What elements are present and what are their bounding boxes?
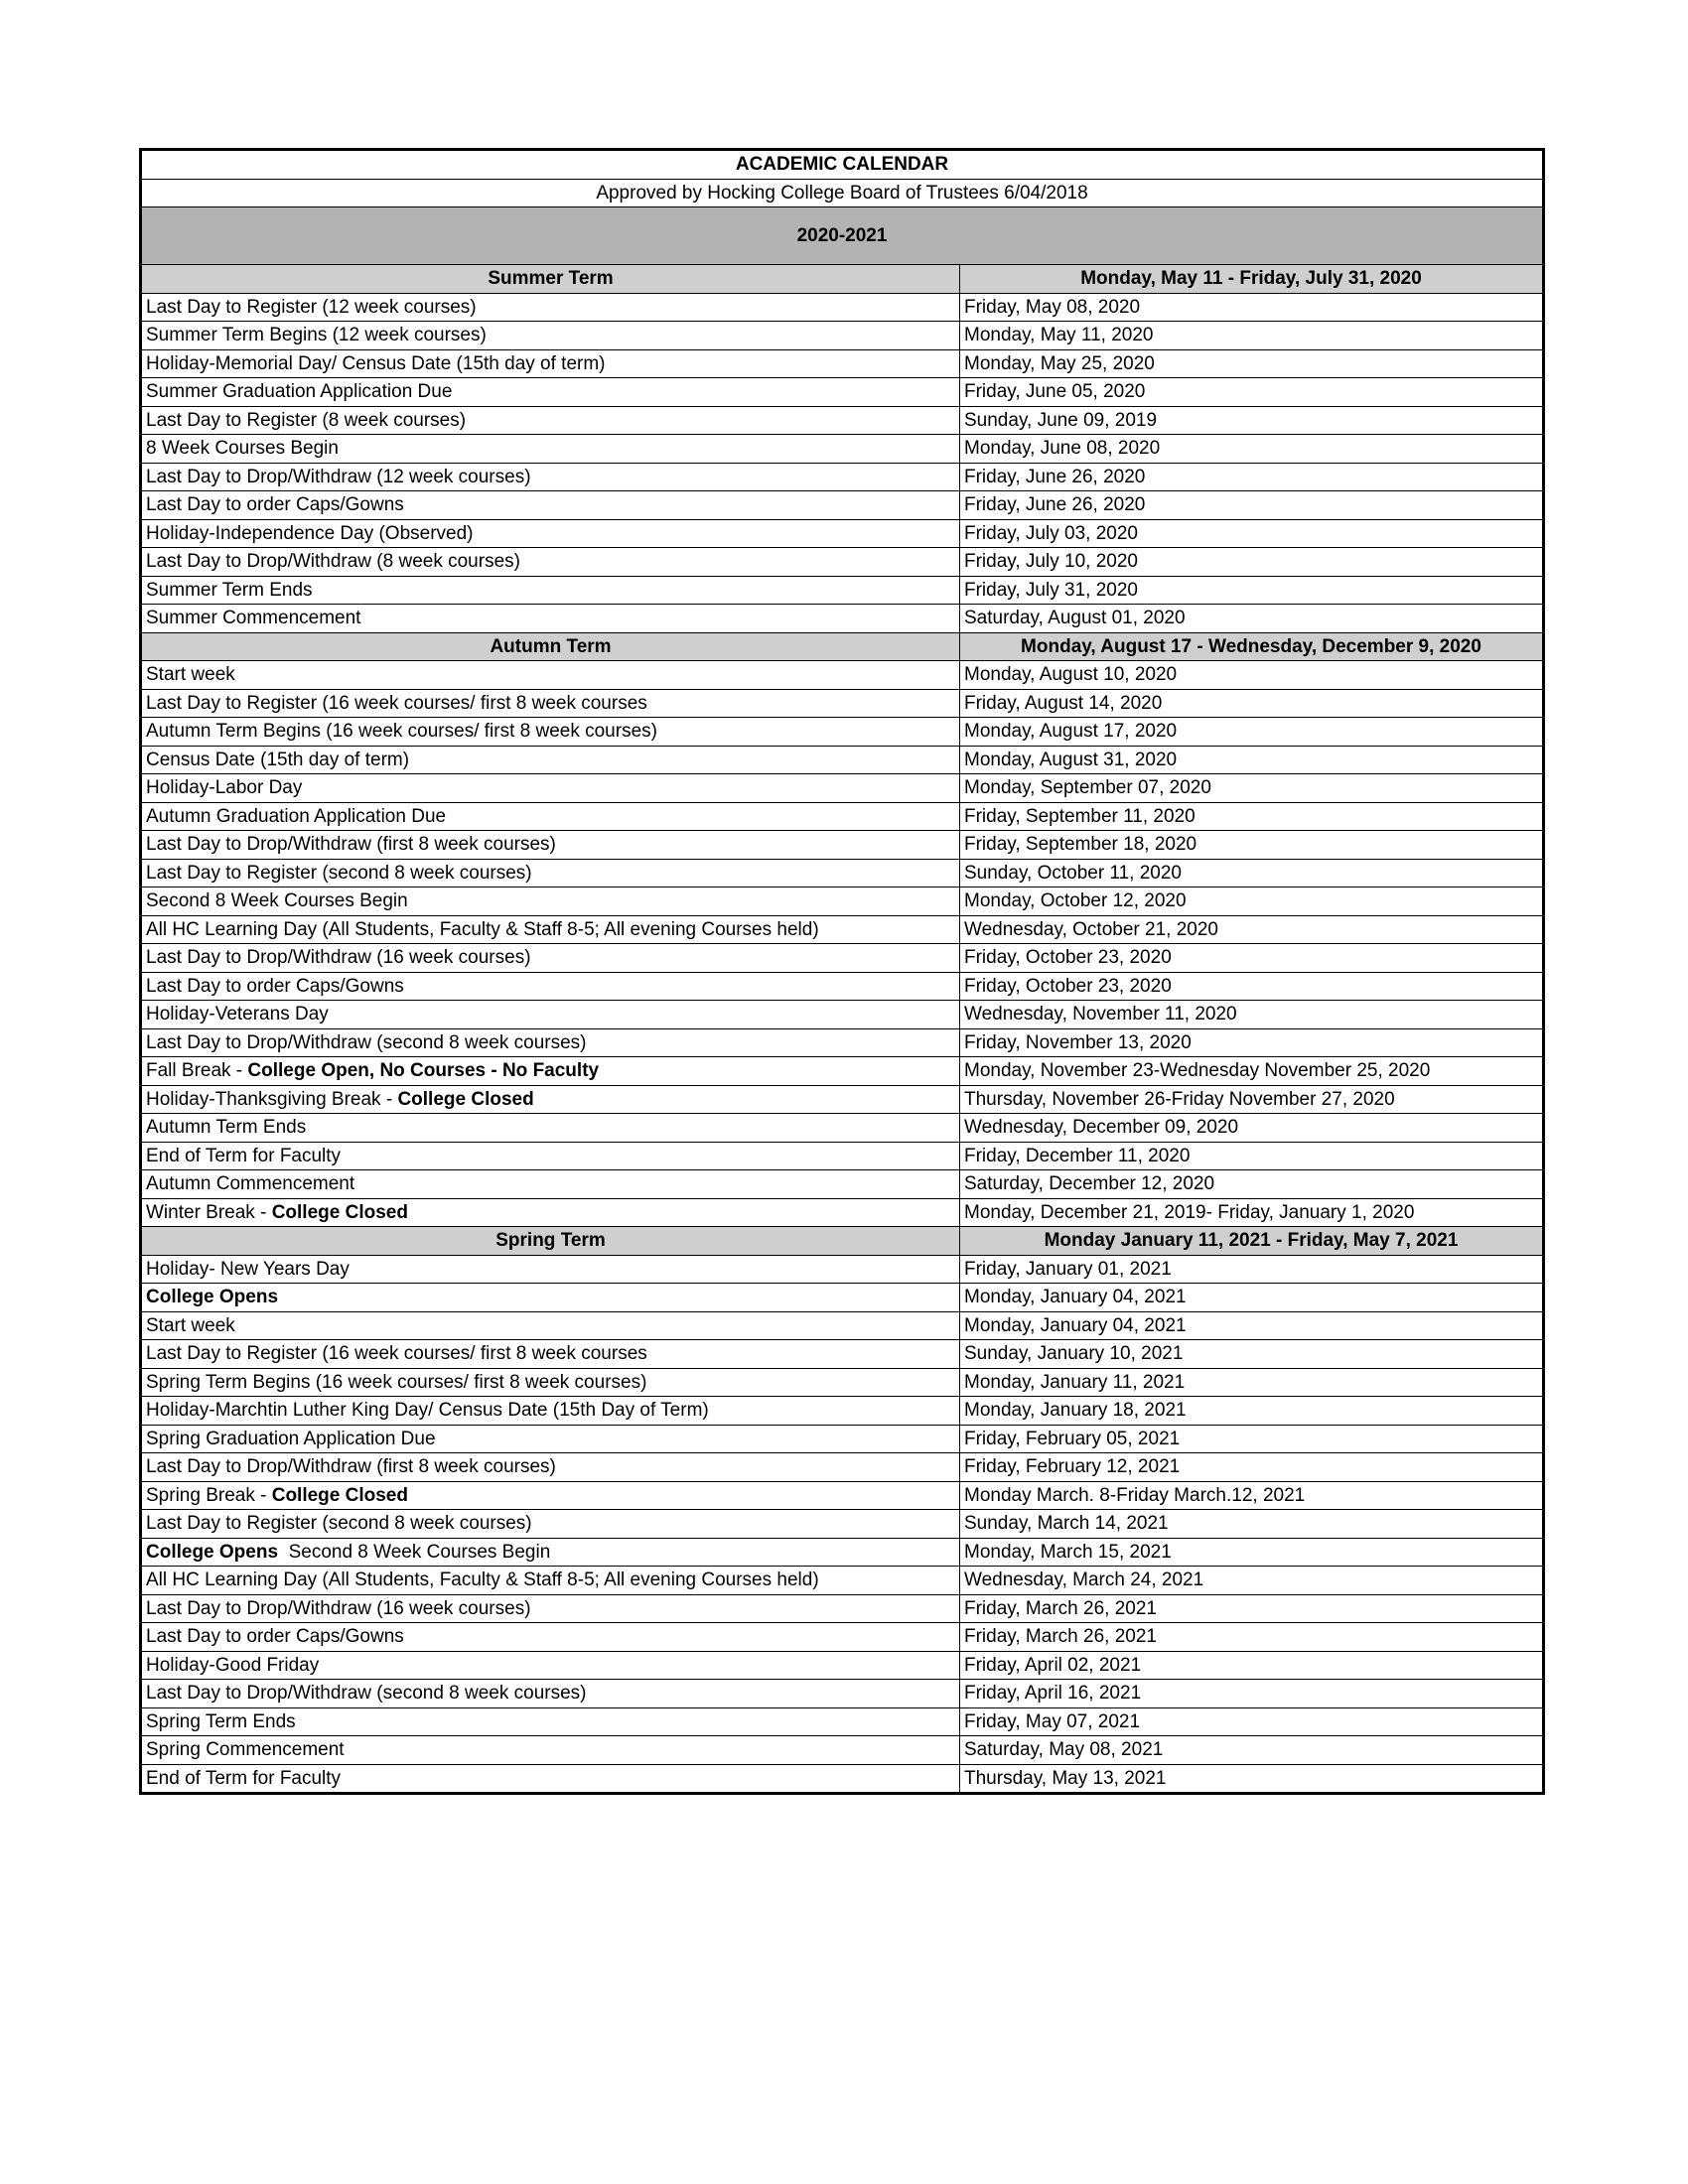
event-text: Spring Commencement [146, 1739, 345, 1760]
event-cell [141, 378, 960, 407]
event-date: Friday, July 31, 2020 [960, 576, 1544, 605]
calendar-row [141, 322, 1544, 350]
calendar-body [141, 150, 1544, 1794]
event-date: Friday, May 07, 2021 [960, 1707, 1544, 1736]
event-cell [141, 605, 960, 633]
calendar-row [141, 887, 1544, 916]
calendar-row [141, 519, 1544, 548]
event-date: Friday, July 10, 2020 [960, 548, 1544, 577]
event-emphasis: College Closed [397, 1088, 534, 1110]
calendar-row [141, 1340, 1544, 1369]
event-text: Last Day to Drop/Withdraw (first 8 week courses) [146, 1456, 556, 1477]
event-cell [141, 1623, 960, 1652]
event-text: Autumn Term Begins (16 week courses/ first 8 week courses) [146, 721, 657, 742]
event-date: Friday, February 05, 2021 [960, 1425, 1544, 1453]
term-header-row [141, 1227, 1544, 1256]
event-cell [141, 718, 960, 747]
event-text: Census Date (15th day of term) [146, 749, 410, 770]
calendar-row [141, 1198, 1544, 1227]
calendar-row [141, 661, 1544, 690]
event-cell [141, 406, 960, 435]
event-cell [141, 802, 960, 831]
event-text: Fall Break - [146, 1060, 248, 1081]
event-cell [141, 1453, 960, 1482]
event-date: Friday, February 12, 2021 [960, 1453, 1544, 1482]
calendar-row [141, 1085, 1544, 1114]
calendar-row [141, 1736, 1544, 1765]
event-text: Summer Term Begins (12 week courses) [146, 325, 487, 345]
event-cell [141, 661, 960, 690]
event-text: Holiday-Labor Day [146, 777, 303, 798]
event-cell [141, 887, 960, 916]
calendar-row [141, 576, 1544, 605]
event-cell [141, 1311, 960, 1340]
event-date: Friday, October 23, 2020 [960, 944, 1544, 973]
event-date: Sunday, January 10, 2021 [960, 1340, 1544, 1369]
event-date: Friday, April 16, 2021 [960, 1680, 1544, 1708]
calendar-row [141, 1651, 1544, 1680]
event-date: Monday, January 11, 2021 [960, 1368, 1544, 1397]
event-cell [141, 1198, 960, 1227]
event-text: Last Day to Drop/Withdraw (12 week courses) [146, 466, 531, 487]
calendar-row [141, 831, 1544, 860]
term-name: Summer Term [141, 265, 960, 294]
event-text: Second 8 Week Courses Begin [278, 1541, 551, 1563]
event-cell [141, 349, 960, 378]
academic-year-row [141, 207, 1544, 265]
calendar-row [141, 605, 1544, 633]
event-cell [141, 746, 960, 774]
event-date: Sunday, March 14, 2021 [960, 1510, 1544, 1539]
calendar-title: ACADEMIC CALENDAR [141, 150, 1544, 180]
event-text: 8 Week Courses Begin [146, 438, 339, 459]
calendar-row [141, 1510, 1544, 1539]
calendar-row [141, 1142, 1544, 1170]
title-row [141, 150, 1544, 180]
event-date: Friday, September 18, 2020 [960, 831, 1544, 860]
term-date-range: Monday January 11, 2021 - Friday, May 7, 2021 [960, 1227, 1544, 1256]
event-date: Friday, June 05, 2020 [960, 378, 1544, 407]
event-date: Saturday, August 01, 2020 [960, 605, 1544, 633]
approval-row [141, 179, 1544, 207]
event-date: Wednesday, December 09, 2020 [960, 1114, 1544, 1143]
calendar-row [141, 1481, 1544, 1510]
event-cell [141, 1764, 960, 1794]
calendar-row [141, 1567, 1544, 1595]
calendar-row [141, 1764, 1544, 1794]
event-text: Last Day to order Caps/Gowns [146, 975, 404, 997]
event-text: Start week [146, 664, 235, 685]
event-text: Second 8 Week Courses Begin [146, 890, 408, 911]
event-text: Spring Graduation Application Due [146, 1428, 436, 1449]
term-header-row [141, 265, 1544, 294]
event-cell [141, 548, 960, 577]
event-date: Friday, December 11, 2020 [960, 1142, 1544, 1170]
event-text: All HC Learning Day (All Students, Faculty & Staff 8-5; All evening Courses held) [146, 918, 819, 940]
event-cell [141, 1397, 960, 1426]
event-text: Last Day to Drop/Withdraw (second 8 week courses) [146, 1683, 587, 1704]
event-emphasis: College Opens [146, 1541, 279, 1563]
calendar-row [141, 915, 1544, 944]
calendar-row [141, 859, 1544, 887]
term-date-range: Monday, May 11 - Friday, July 31, 2020 [960, 265, 1544, 294]
event-date: Monday, August 17, 2020 [960, 718, 1544, 747]
event-cell [141, 435, 960, 464]
event-date: Sunday, June 09, 2019 [960, 406, 1544, 435]
event-date: Monday, October 12, 2020 [960, 887, 1544, 916]
event-text: Holiday-Memorial Day/ Census Date (15th day of term) [146, 352, 606, 374]
event-text: Autumn Graduation Application Due [146, 805, 447, 827]
event-text: Spring Term Ends [146, 1710, 296, 1732]
calendar-row [141, 1425, 1544, 1453]
event-cell [141, 689, 960, 718]
event-text: Last Day to Drop/Withdraw (16 week courses) [146, 1597, 531, 1619]
event-cell [141, 293, 960, 322]
event-date: Thursday, May 13, 2021 [960, 1764, 1544, 1794]
event-date: Friday, November 13, 2020 [960, 1028, 1544, 1057]
event-text: Last Day to Drop/Withdraw (16 week courses) [146, 947, 531, 968]
event-text: Summer Graduation Application Due [146, 381, 453, 402]
event-date: Monday, January 04, 2021 [960, 1284, 1544, 1312]
academic-calendar-table [139, 148, 1545, 1795]
event-cell [141, 1736, 960, 1765]
calendar-row [141, 1594, 1544, 1623]
event-cell [141, 1567, 960, 1595]
event-text: Last Day to Register (12 week courses) [146, 296, 477, 318]
event-cell [141, 859, 960, 887]
event-cell [141, 491, 960, 520]
calendar-row [141, 435, 1544, 464]
event-cell [141, 1538, 960, 1567]
event-cell [141, 1594, 960, 1623]
calendar-row [141, 463, 1544, 491]
calendar-row [141, 378, 1544, 407]
calendar-row [141, 1707, 1544, 1736]
event-text: Last Day to order Caps/Gowns [146, 494, 404, 515]
event-cell [141, 1057, 960, 1086]
calendar-row [141, 1680, 1544, 1708]
event-text: Last Day to Register (16 week courses/ first 8 week courses [146, 692, 647, 714]
calendar-row [141, 1114, 1544, 1143]
event-text: Summer Commencement [146, 608, 361, 628]
calendar-row [141, 1397, 1544, 1426]
calendar-row [141, 293, 1544, 322]
event-text: Holiday-Thanksgiving Break - [146, 1088, 398, 1110]
event-date: Monday March. 8-Friday March.12, 2021 [960, 1481, 1544, 1510]
event-cell [141, 1680, 960, 1708]
event-cell [141, 576, 960, 605]
calendar-row [141, 972, 1544, 1001]
event-cell [141, 1142, 960, 1170]
event-cell [141, 1340, 960, 1369]
event-date: Monday, September 07, 2020 [960, 774, 1544, 803]
event-date: Monday, January 18, 2021 [960, 1397, 1544, 1426]
calendar-row [141, 548, 1544, 577]
event-date: Friday, January 01, 2021 [960, 1255, 1544, 1284]
event-date: Wednesday, November 11, 2020 [960, 1001, 1544, 1029]
event-text: Holiday-Veterans Day [146, 1004, 329, 1024]
event-text: Start week [146, 1314, 235, 1336]
calendar-row [141, 349, 1544, 378]
event-emphasis: College Closed [271, 1484, 408, 1506]
event-date: Friday, September 11, 2020 [960, 802, 1544, 831]
calendar-row [141, 718, 1544, 747]
event-cell [141, 1255, 960, 1284]
event-cell [141, 915, 960, 944]
event-cell [141, 944, 960, 973]
event-cell [141, 1707, 960, 1736]
event-cell [141, 774, 960, 803]
event-date: Friday, April 02, 2021 [960, 1651, 1544, 1680]
event-emphasis: College Closed [271, 1201, 408, 1223]
event-text: Holiday-Independence Day (Observed) [146, 522, 474, 544]
calendar-row [141, 802, 1544, 831]
event-text: Last Day to order Caps/Gowns [146, 1626, 404, 1647]
calendar-row [141, 1028, 1544, 1057]
event-cell [141, 831, 960, 860]
calendar-row [141, 1057, 1544, 1086]
event-text: Summer Term Ends [146, 579, 313, 601]
event-date: Friday, July 03, 2020 [960, 519, 1544, 548]
event-date: Monday, November 23-Wednesday November 25, 2020 [960, 1057, 1544, 1086]
event-text: Autumn Commencement [146, 1173, 355, 1194]
event-date: Wednesday, March 24, 2021 [960, 1567, 1544, 1595]
event-cell [141, 1028, 960, 1057]
event-text: Spring Term Begins (16 week courses/ first 8 week courses) [146, 1371, 647, 1393]
term-header-row [141, 632, 1544, 661]
event-cell [141, 463, 960, 491]
event-text: Last Day to Register (16 week courses/ first 8 week courses [146, 1343, 647, 1364]
calendar-row [141, 1255, 1544, 1284]
calendar-row [141, 1453, 1544, 1482]
event-cell [141, 519, 960, 548]
event-text: End of Term for Faculty [146, 1767, 342, 1789]
event-date: Monday, January 04, 2021 [960, 1311, 1544, 1340]
event-text: Last Day to Register (second 8 week courses) [146, 862, 532, 884]
event-date: Friday, October 23, 2020 [960, 972, 1544, 1001]
event-cell [141, 972, 960, 1001]
approval-note: Approved by Hocking College Board of Trustees 6/04/2018 [141, 179, 1544, 207]
calendar-row [141, 1311, 1544, 1340]
event-date: Friday, March 26, 2021 [960, 1594, 1544, 1623]
event-text: Last Day to Register (8 week courses) [146, 409, 467, 431]
event-date: Friday, June 26, 2020 [960, 463, 1544, 491]
event-date: Friday, May 08, 2020 [960, 293, 1544, 322]
calendar-row [141, 689, 1544, 718]
event-text: Spring Break - [146, 1484, 272, 1506]
event-cell [141, 322, 960, 350]
event-cell [141, 1368, 960, 1397]
event-text: Holiday-Good Friday [146, 1654, 320, 1676]
event-cell [141, 1114, 960, 1143]
event-text: Last Day to Drop/Withdraw (first 8 week courses) [146, 834, 556, 855]
event-text: Winter Break - [146, 1201, 272, 1223]
term-name: Spring Term [141, 1227, 960, 1256]
event-cell [141, 1481, 960, 1510]
term-name: Autumn Term [141, 632, 960, 661]
event-date: Thursday, November 26-Friday November 27, 2020 [960, 1085, 1544, 1114]
event-date: Monday, March 15, 2021 [960, 1538, 1544, 1567]
calendar-row [141, 746, 1544, 774]
event-text: Holiday-Marchtin Luther King Day/ Census Date (15th Day of Term) [146, 1400, 709, 1421]
event-date: Wednesday, October 21, 2020 [960, 915, 1544, 944]
event-text: Last Day to Drop/Withdraw (8 week courses) [146, 551, 520, 572]
calendar-row [141, 1001, 1544, 1029]
calendar-row [141, 1538, 1544, 1567]
event-date: Monday, December 21, 2019- Friday, January 1, 2020 [960, 1198, 1544, 1227]
event-text: Last Day to Drop/Withdraw (second 8 week courses) [146, 1031, 587, 1053]
event-date: Monday, August 31, 2020 [960, 746, 1544, 774]
calendar-row [141, 1368, 1544, 1397]
academic-year: 2020-2021 [141, 207, 1544, 265]
event-text: Last Day to Register (second 8 week courses) [146, 1513, 532, 1534]
event-cell [141, 1425, 960, 1453]
event-date: Friday, August 14, 2020 [960, 689, 1544, 718]
calendar-row [141, 944, 1544, 973]
event-date: Monday, May 11, 2020 [960, 322, 1544, 350]
event-emphasis: College Opens [146, 1287, 279, 1307]
event-cell [141, 1284, 960, 1312]
event-date: Sunday, October 11, 2020 [960, 859, 1544, 887]
event-cell [141, 1510, 960, 1539]
event-date: Saturday, December 12, 2020 [960, 1170, 1544, 1199]
event-date: Monday, August 10, 2020 [960, 661, 1544, 690]
term-date-range: Monday, August 17 - Wednesday, December 9, 2020 [960, 632, 1544, 661]
event-text: End of Term for Faculty [146, 1145, 342, 1166]
calendar-row [141, 491, 1544, 520]
calendar-row [141, 1170, 1544, 1199]
event-date: Monday, May 25, 2020 [960, 349, 1544, 378]
event-text: Autumn Term Ends [146, 1117, 307, 1138]
event-date: Friday, June 26, 2020 [960, 491, 1544, 520]
event-emphasis: College Open, No Courses - No Faculty [247, 1060, 600, 1081]
event-text: Holiday- New Years Day [146, 1258, 350, 1280]
event-date: Monday, June 08, 2020 [960, 435, 1544, 464]
event-date: Friday, March 26, 2021 [960, 1623, 1544, 1652]
event-cell [141, 1651, 960, 1680]
event-cell [141, 1170, 960, 1199]
event-cell [141, 1001, 960, 1029]
calendar-row [141, 1284, 1544, 1312]
calendar-row [141, 774, 1544, 803]
calendar-row [141, 1623, 1544, 1652]
event-text: All HC Learning Day (All Students, Faculty & Staff 8-5; All evening Courses held) [146, 1570, 819, 1590]
event-cell [141, 1085, 960, 1114]
calendar-row [141, 406, 1544, 435]
event-date: Saturday, May 08, 2021 [960, 1736, 1544, 1765]
